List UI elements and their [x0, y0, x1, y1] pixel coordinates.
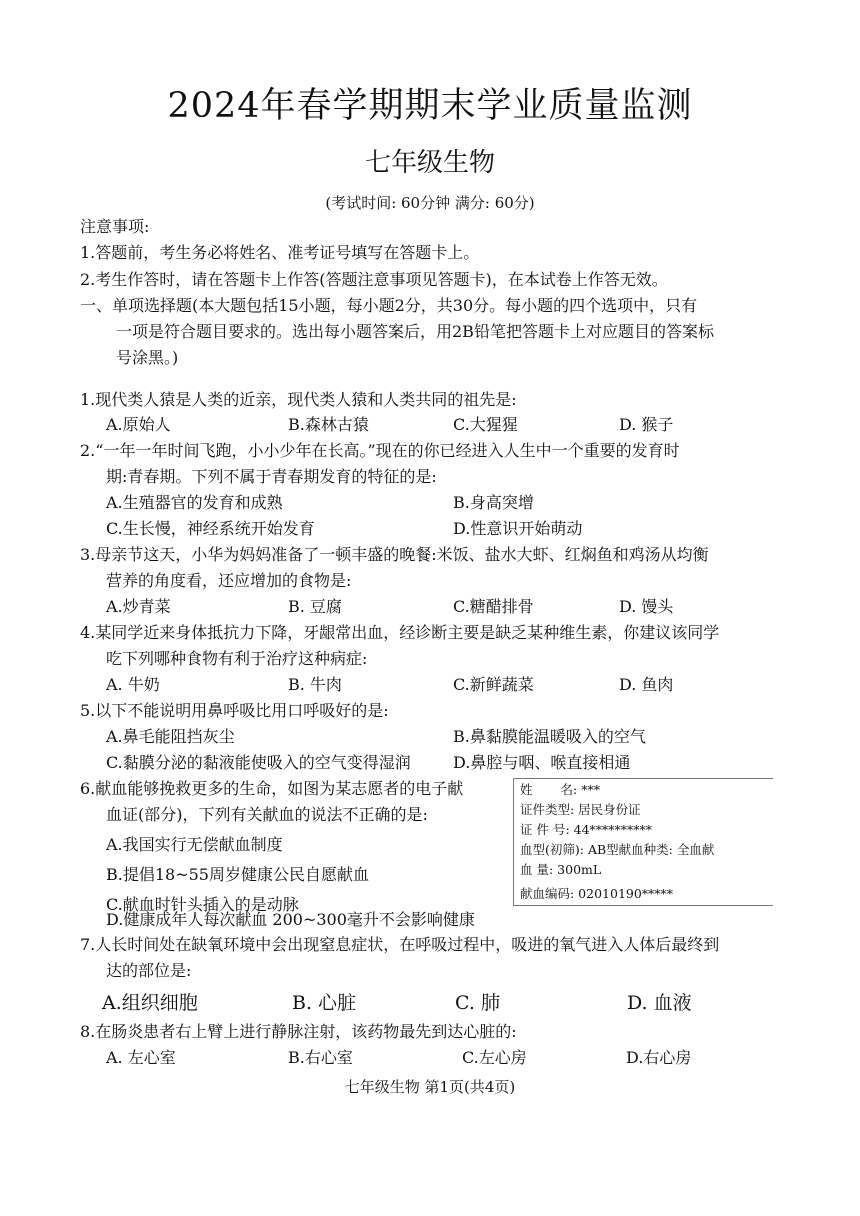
- option-d: D. 馒头: [619, 597, 674, 616]
- name-label-suffix: 名:: [560, 782, 578, 797]
- note-item: 2.考生作答时，请在答题卡上作答(答题注意事项见答题卡)，在本试卷上作答无效。: [80, 270, 668, 289]
- id-type: 证件类型: 居民身份证: [520, 802, 641, 817]
- option-c: C.大猩猩: [453, 415, 518, 434]
- section-instructions: 号涂黑。): [116, 348, 179, 367]
- option-a: A.我国实行无偿献血制度: [106, 835, 283, 854]
- question-stem: 6.献血能够挽救更多的生命，如图为某志愿者的电子献: [80, 779, 464, 798]
- blood-volume: 血 量: 300mL: [520, 862, 602, 877]
- question-stem: 4.某同学近来身体抵抗力下降，牙龈常出血，经诊断主要是缺乏某种维生素，你建议该同学: [80, 623, 720, 642]
- question-stem: 5.以下不能说明用鼻呼吸比用口呼吸好的是:: [80, 701, 389, 720]
- section-instructions: 一、单项选择题(本大题包括15小题，每小题2分，共30分。每小题的四个选项中，只有: [80, 296, 698, 315]
- exam-time-score: (考试时间: 60分钟 满分: 60分): [325, 194, 535, 212]
- question-stem: 期:青春期。下列不属于青春期发育的特征的是:: [106, 467, 437, 486]
- option-b: B.提倡18~55周岁健康公民自愿献血: [106, 865, 369, 884]
- question-stem: 8.在肠炎患者右上臂上进行静脉注射，该药物最先到达心脏的:: [80, 1022, 517, 1041]
- question-stem: 2.“一年一年时间飞跑，小小少年在长高。”现在的你已经进入人生中一个重要的发育时: [80, 441, 680, 460]
- notes-heading: 注意事项:: [80, 217, 150, 236]
- option-a: A.原始人: [106, 415, 171, 434]
- exam-subject: 七年级生物: [364, 148, 495, 178]
- option-d: D. 血液: [627, 992, 692, 1014]
- option-b: B.身高突增: [453, 493, 534, 512]
- option-a: A.组织细胞: [102, 992, 198, 1014]
- option-d: D.鼻腔与咽、喉直接相通: [453, 753, 631, 772]
- option-a: A. 牛奶: [106, 675, 160, 694]
- option-c: C.黏膜分泌的黏液能使吸入的空气变得湿润: [106, 753, 411, 772]
- option-c: C.糖醋排骨: [453, 597, 534, 616]
- option-d: D.性意识开始萌动: [453, 519, 583, 538]
- id-number: 证 件 号: 44**********: [520, 822, 653, 837]
- option-a: A. 左心室: [106, 1048, 176, 1067]
- exam-title: 2024年春学期期末学业质量监测: [167, 86, 693, 126]
- option-b: B. 心脏: [292, 992, 357, 1014]
- option-d: D. 猴子: [619, 415, 674, 434]
- option-d: D.健康成年人每次献血 200~300毫升不会影响健康: [106, 910, 475, 929]
- option-b: B.右心室: [288, 1048, 353, 1067]
- option-d: D. 鱼肉: [619, 675, 674, 694]
- option-c: C.新鲜蔬菜: [453, 675, 534, 694]
- option-b: B. 牛肉: [288, 675, 342, 694]
- name-value: ***: [581, 782, 600, 797]
- question-stem: 血证(部分)，下列有关献血的说法不正确的是:: [106, 805, 428, 824]
- option-a: A.鼻毛能阻挡灰尘: [106, 727, 235, 746]
- option-d: D.右心房: [626, 1048, 692, 1067]
- option-c: C. 肺: [455, 992, 500, 1014]
- note-item: 1.答题前，考生务必将姓名、准考证号填写在答题卡上。: [80, 243, 480, 262]
- option-c: C.左心房: [462, 1048, 527, 1067]
- option-b: B.鼻黏膜能温暖吸入的空气: [453, 727, 646, 746]
- donation-code: 献血编码: 02010190*****: [520, 886, 674, 901]
- question-stem: 吃下列哪种食物有利于治疗这种病症:: [106, 649, 368, 668]
- question-stem: 7.人长时间处在缺氧环境中会出现窒息症状，在呼吸过程中，吸进的氧气进入人体后最终到: [80, 935, 720, 954]
- section-instructions: 一项是符合题目要求的。选出每小题答案后，用2B铅笔把答题卡上对应题目的答案标: [116, 322, 714, 341]
- blood-donation-certificate: [513, 778, 773, 906]
- option-a: A.生殖器官的发育和成熟: [106, 493, 283, 512]
- blood-type: 血型(初筛): AB型献血种类: 全血献: [520, 842, 715, 857]
- question-stem: 1.现代类人猿是人类的近亲，现代类人猿和人类共同的祖先是:: [80, 390, 517, 409]
- option-c: C.生长慢，神经系统开始发育: [106, 519, 315, 538]
- question-stem: 3.母亲节这天，小华为妈妈准备了一顿丰盛的晚餐:米饭、盐水大虾、红焖鱼和鸡汤从均衡: [80, 545, 709, 564]
- option-c: C.献血时针头插入的是动脉: [106, 895, 299, 914]
- option-b: B.森林古猿: [288, 415, 369, 434]
- question-stem: 达的部位是:: [106, 961, 192, 980]
- page-footer: 七年级生物 第1页(共4页): [344, 1078, 516, 1096]
- question-stem: 营养的角度看，还应增加的食物是:: [106, 571, 352, 590]
- option-b: B. 豆腐: [288, 597, 342, 616]
- option-a: A.炒青菜: [106, 597, 171, 616]
- name-label: 姓: [520, 782, 533, 797]
